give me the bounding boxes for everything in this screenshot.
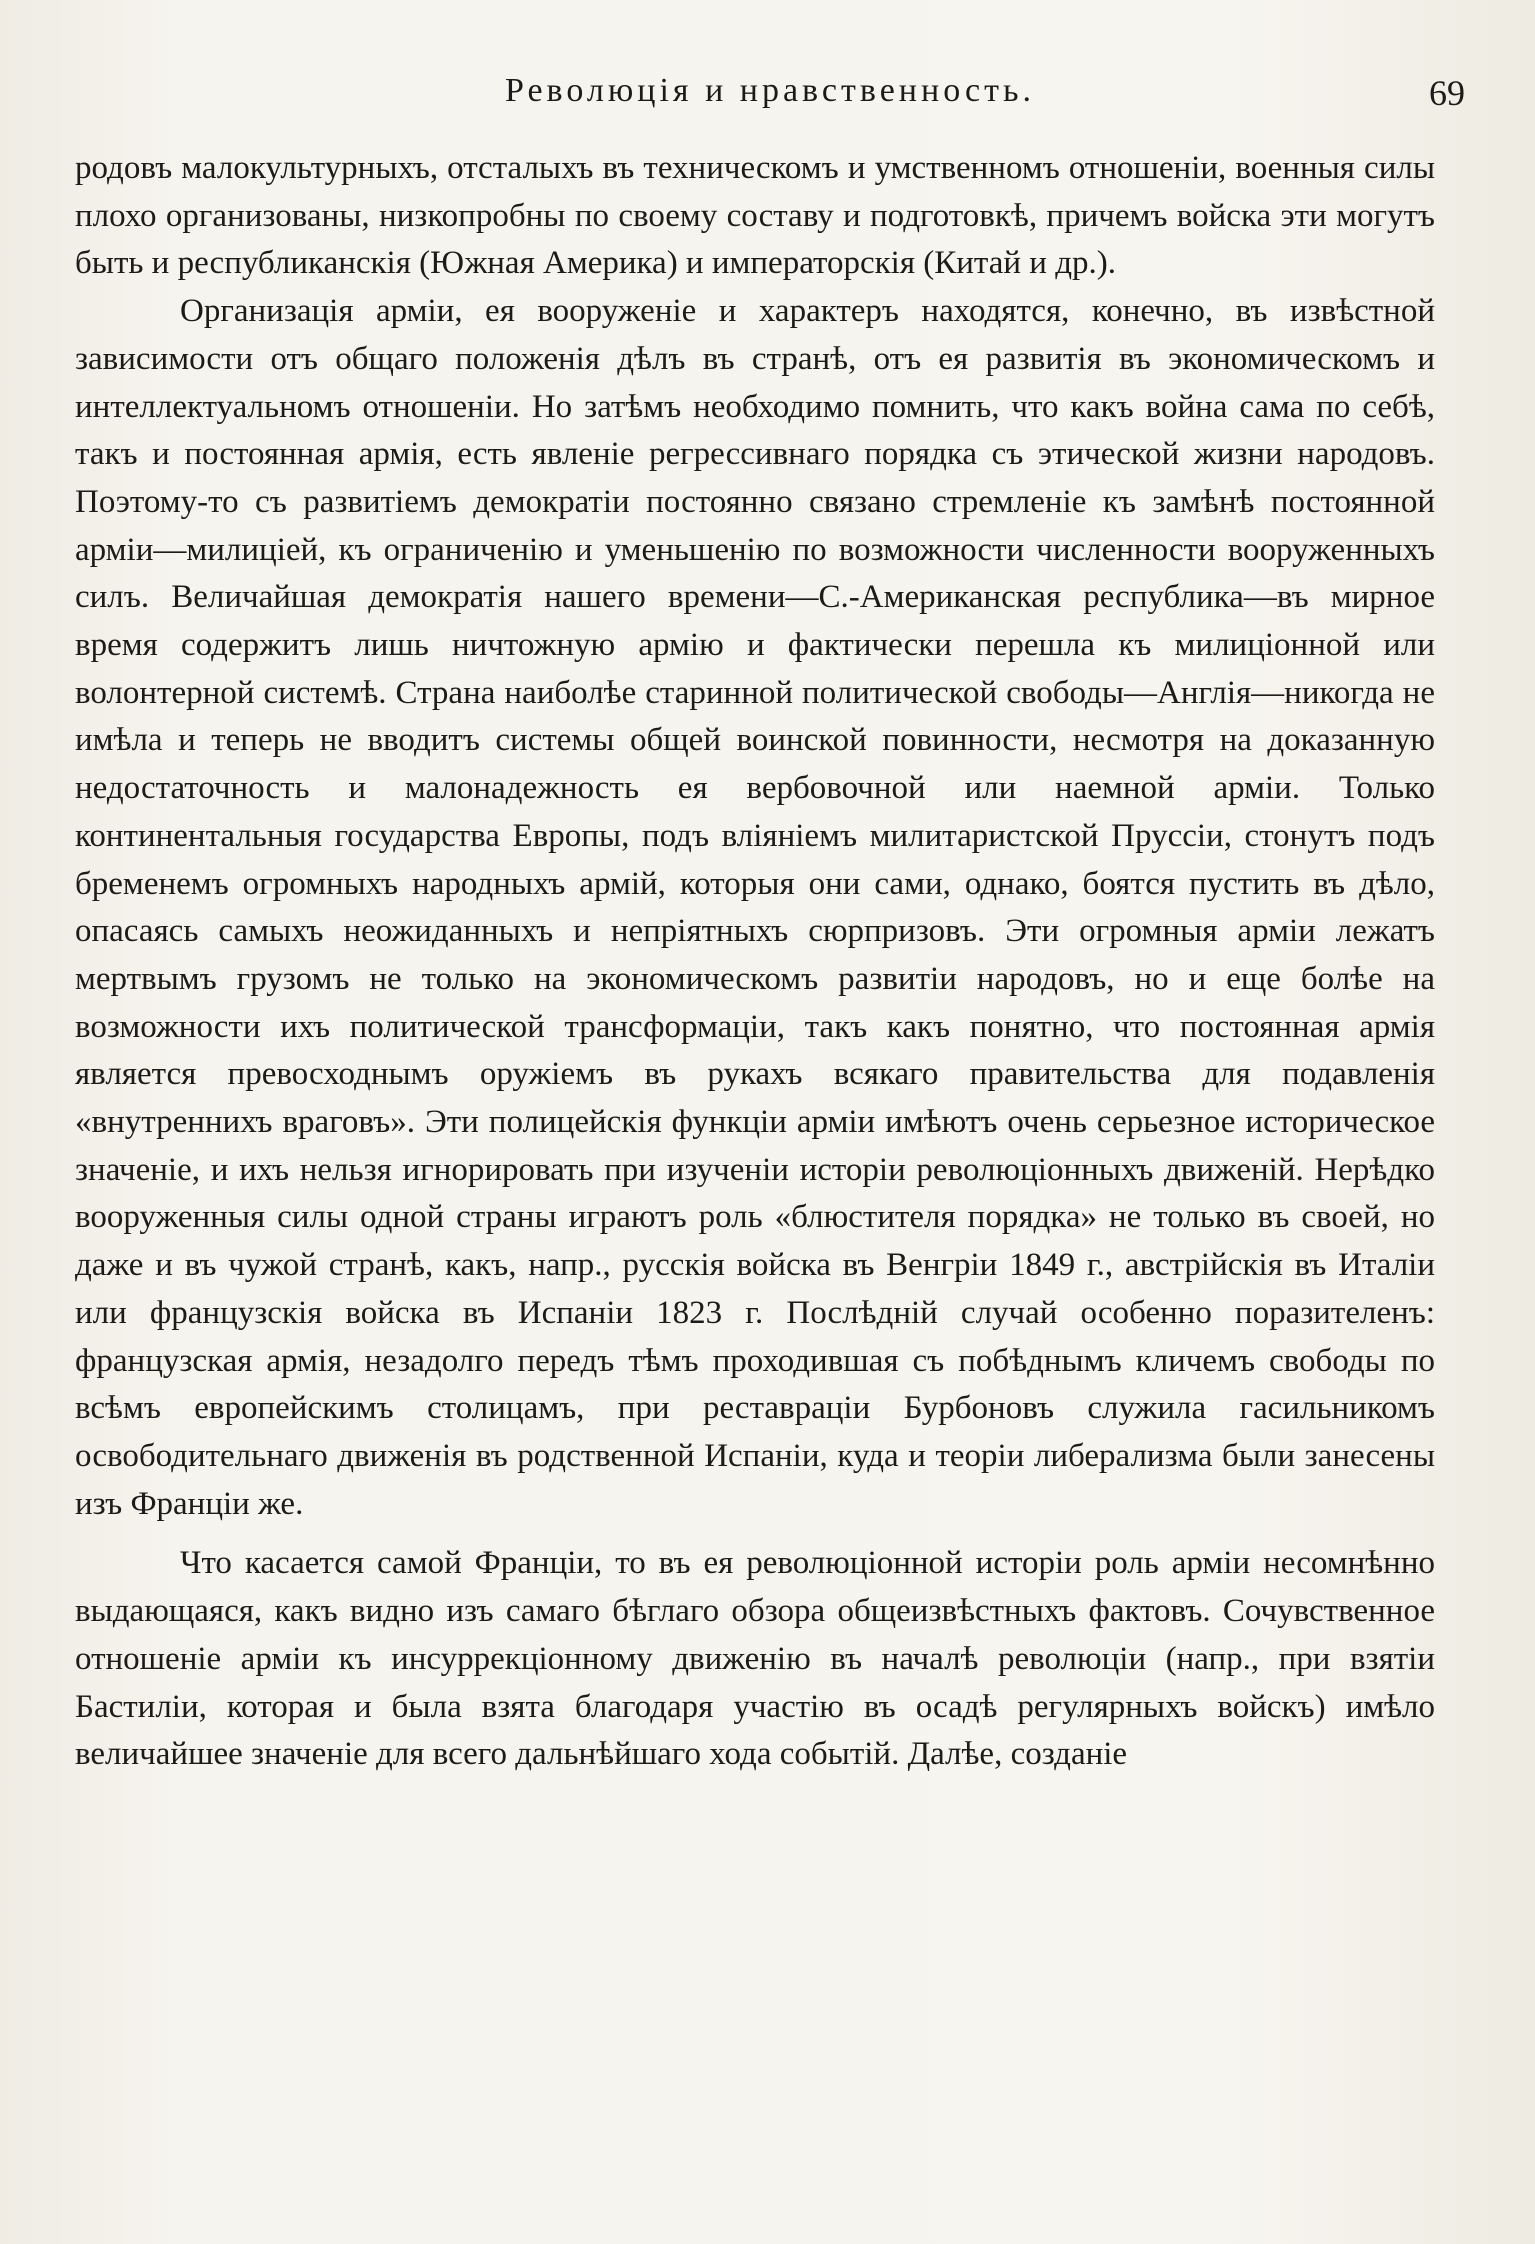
paragraph-france: Что касается самой Франціи, то въ ея революціонной исторіи роль арміи несомнѣнно выдающаяся, какъ видно изъ самаго бѣглаго обзора общеизвѣстныхъ фактовъ. Сочувственное отношеніе арміи къ инсуррекціонному движенію въ началѣ революціи (напр., при взятіи Бастиліи, которая и была взята благодаря участію въ осадѣ регулярныхъ войскъ) имѣло величайшее значеніе для всего дальнѣйшаго хода событій. Далѣе, созданіе bbox=[75, 1545, 1435, 1773]
body-text bbox=[75, 145, 1435, 1779]
running-head bbox=[75, 72, 1465, 122]
paragraph-army-organization: Организація арміи, ея вооруженіе и характеръ находятся, конечно, въ извѣстной зависимости отъ общаго положенія дѣлъ въ странѣ, отъ ея развитія въ экономическомъ и интеллектуальномъ отношеніи. Но затѣмъ необходимо помнить, что какъ война сама по себѣ, такъ и постоянная армія, есть явленіе регрессивнаго порядка съ этической жизни народовъ. Поэтому-то съ развитіемъ демократіи постоянно связано стремленіе къ замѣнѣ постоянной арміи—милиціей, къ ограниченію и уменьшенію по возможности численности вооруженныхъ силъ. Величайшая демократія нашего времени—С.-Американская республика—въ мирное время содержитъ лишь ничтожную армію и фактически перешла къ милиціонной или волонтерной системѣ. Страна наиболѣе старинной политической свободы—Англія—никогда не имѣла и теперь не вводитъ системы общей воинской повинности, несмотря на доказанную недостаточность и малонадежность ея вербовочной или наемной арміи. Только континентальныя государства Европы, подъ вліяніемъ милитаристской Пруссіи, стонутъ подъ бременемъ огромныхъ народныхъ армій, которыя они сами, однако, боятся пустить въ дѣло, опасаясь самыхъ неожиданныхъ и непріятныхъ сюрпризовъ. Эти огромныя арміи лежатъ мертвымъ грузомъ не только на экономическомъ развитіи народовъ, но и еще болѣе на возможности ихъ политической трансформаціи, такъ какъ понятно, что постоянная армія является превосходнымъ оружіемъ въ рукахъ всякаго правительства для подавленія «внутреннихъ враговъ». Эти полицейскія функціи арміи имѣютъ очень серьезное историческое значеніе, и ихъ нельзя игнорировать при изученіи исторіи революціонныхъ движеній. Нерѣдко вооруженныя силы одной страны играютъ роль «блюстителя порядка» не только въ своей, но даже и въ чужой странѣ, какъ, напр., русскія войска въ Венгріи 1849 г., австрійскія въ Италіи или французскія войска въ Испаніи 1823 г. Послѣдній случай особенно поразителенъ: французская армія, незадолго передъ тѣмъ проходившая съ побѣднымъ кличемъ свободы по всѣмъ европейскимъ столицамъ, при реставраціи Бурбоновъ служила гасильникомъ освободительнаго движенія въ родственной Испаніи, куда и теоріи либерализма были занесены изъ Франціи же. bbox=[75, 293, 1435, 1522]
paragraph-continuation: родовъ малокультурныхъ, отсталыхъ въ техническомъ и умственномъ отношеніи, военныя силы плохо организованы, низкопробны по своему составу и подготовкѣ, причемъ войска эти могутъ быть и республиканскія (Южная Америка) и императорскія (Китай и др.). bbox=[75, 150, 1435, 282]
running-title: Революція и нравственность. bbox=[505, 72, 1035, 109]
page-number: 69 bbox=[1429, 73, 1465, 113]
